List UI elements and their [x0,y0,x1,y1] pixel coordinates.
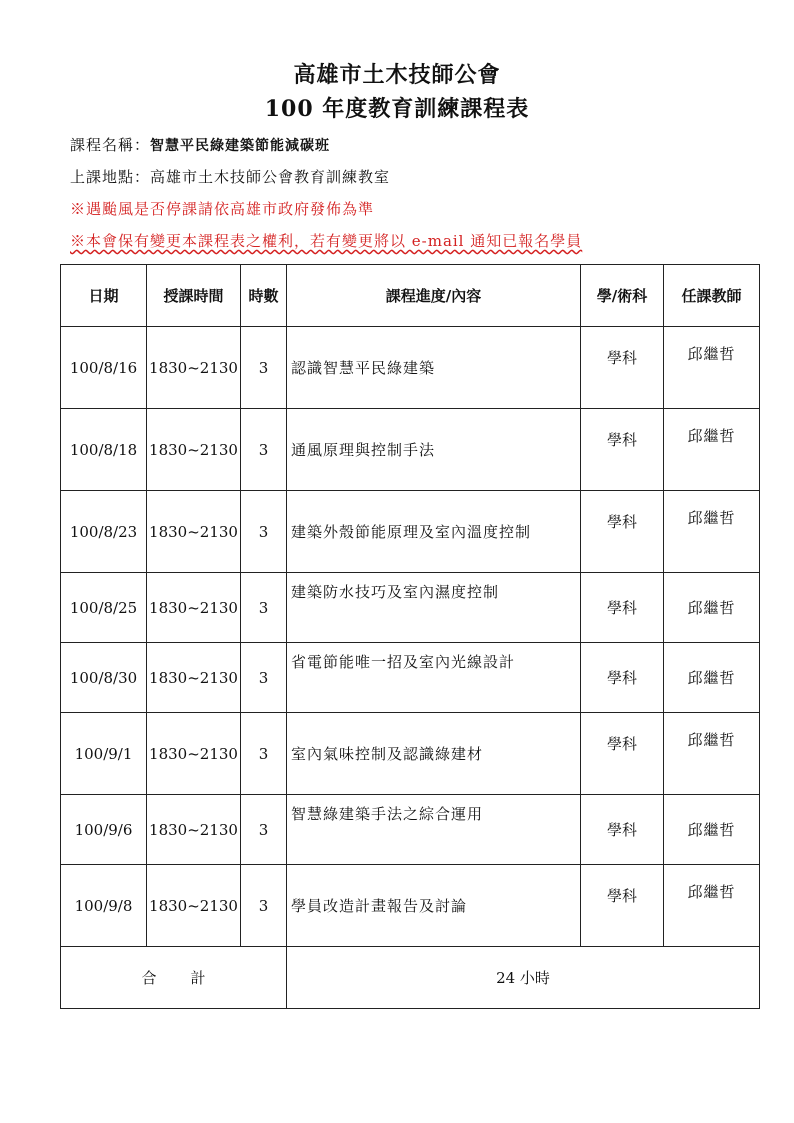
cell-teacher: 邱繼哲 [664,409,760,491]
table-row [61,713,760,795]
cell-type: 學科 [581,865,664,947]
total-label-part-1: 合 [141,969,157,987]
cell-date: 100/8/16 [61,327,147,409]
cell-type: 學科 [581,491,664,573]
cell-time: 1830~2130 [147,327,241,409]
venue-value: 高雄市土木技師公會教育訓練教室 [150,168,391,186]
cell-content: 建築防水技巧及室內濕度控制 [287,573,581,643]
cell-hours: 3 [241,409,287,491]
cell-content: 省電節能唯一招及室內光線設計 [287,643,581,713]
total-hours-value: 24 小時 [287,947,760,1009]
cell-date: 100/8/25 [61,573,147,643]
cell-date: 100/9/6 [61,795,147,865]
cell-hours: 3 [241,491,287,573]
table-row [61,409,760,491]
total-label [61,947,287,1009]
cell-type: 學科 [581,573,664,643]
cell-hours: 3 [241,865,287,947]
change-notice: ※本會保有變更本課程表之權利，若有變更將以 e-mail 通知已報名學員 [70,232,583,250]
course-name-label: 課程名稱： [70,136,151,154]
cell-hours: 3 [241,573,287,643]
cell-content: 認識智慧平民綠建築 [287,327,581,409]
col-header-type: 學/術科 [581,265,664,327]
col-header-date: 日期 [61,265,147,327]
table-row [61,795,760,865]
cell-time: 1830~2130 [147,409,241,491]
cell-teacher: 邱繼哲 [664,713,760,795]
venue-line [70,166,390,187]
cell-date: 100/9/8 [61,865,147,947]
cell-date: 100/8/30 [61,643,147,713]
course-name-value: 智慧平民綠建築節能減碳班 [150,138,331,154]
cell-teacher: 邱繼哲 [664,643,760,713]
course-name-line [70,134,330,155]
col-header-time: 授課時間 [147,265,241,327]
cell-time: 1830~2130 [147,795,241,865]
cell-time: 1830~2130 [147,713,241,795]
cell-teacher: 邱繼哲 [664,795,760,865]
cell-content: 室內氣味控制及認識綠建材 [287,713,581,795]
cell-hours: 3 [241,643,287,713]
cell-time: 1830~2130 [147,573,241,643]
cell-date: 100/9/1 [61,713,147,795]
table-row [61,865,760,947]
cell-teacher: 邱繼哲 [664,491,760,573]
cell-type: 學科 [581,643,664,713]
cell-teacher: 邱繼哲 [664,327,760,409]
typhoon-notice: ※遇颱風是否停課請依高雄市政府發佈為準 [70,200,375,218]
table-header-row [61,265,760,327]
schedule-table [60,264,760,1009]
cell-content: 學員改造計畫報告及討論 [287,865,581,947]
org-title: 高雄市土木技師公會 [293,62,501,88]
cell-date: 100/8/18 [61,409,147,491]
col-header-teacher: 任課教師 [664,265,760,327]
cell-time: 1830~2130 [147,643,241,713]
cell-teacher: 邱繼哲 [664,573,760,643]
col-header-content: 課程進度/內容 [287,265,581,327]
table-row [61,491,760,573]
table-row [61,643,760,713]
cell-content: 通風原理與控制手法 [287,409,581,491]
venue-label: 上課地點： [70,168,151,186]
cell-type: 學科 [581,327,664,409]
cell-type: 學科 [581,713,664,795]
schedule-title: 100 年度教育訓練課程表 [264,96,530,122]
total-row [61,947,760,1009]
cell-time: 1830~2130 [147,491,241,573]
cell-content: 智慧綠建築手法之綜合運用 [287,795,581,865]
cell-type: 學科 [581,409,664,491]
cell-hours: 3 [241,327,287,409]
cell-teacher: 邱繼哲 [664,865,760,947]
cell-hours: 3 [241,795,287,865]
cell-type: 學科 [581,795,664,865]
cell-content: 建築外殼節能原理及室內溫度控制 [287,491,581,573]
cell-time: 1830~2130 [147,865,241,947]
table-row [61,327,760,409]
cell-hours: 3 [241,713,287,795]
table-row [61,573,760,643]
cell-date: 100/8/23 [61,491,147,573]
total-label-part-2: 計 [190,969,206,987]
col-header-hours: 時數 [241,265,287,327]
